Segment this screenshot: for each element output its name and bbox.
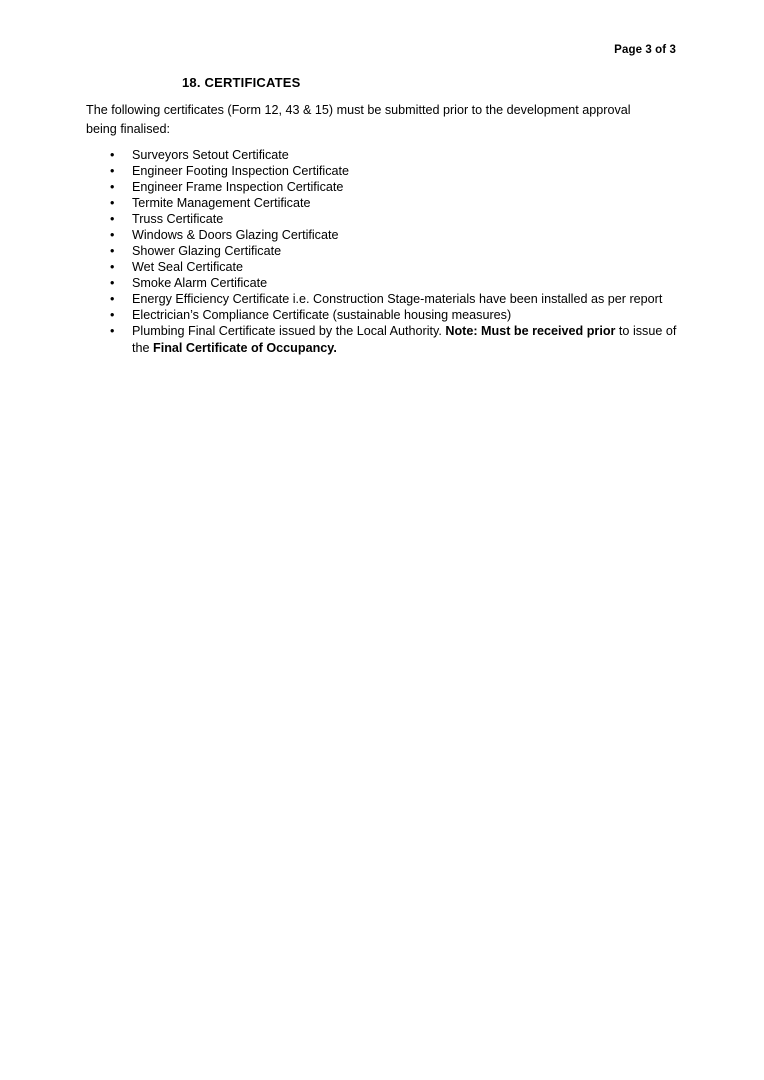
list-item — [86, 195, 696, 211]
list-item — [86, 179, 696, 195]
list-item-label — [132, 323, 696, 356]
list-item-label: Smoke Alarm Certificate — [132, 276, 268, 290]
plumbing-note-bold: Note: Must be received prior — [445, 324, 616, 338]
list-item — [86, 243, 696, 259]
plumbing-text-part1: Plumbing Final Certificate issued by the Local Authority. — [132, 324, 446, 338]
bullet-icon: • — [110, 180, 115, 194]
page-number-header: Page 3 of 3 — [614, 44, 676, 56]
list-item — [86, 211, 696, 227]
bullet-icon: • — [110, 164, 115, 178]
list-item-label: Energy Efficiency Certificate i.e. Construction Stage-materials have been installed as per report — [132, 292, 663, 306]
bullet-icon: • — [110, 228, 115, 242]
bullet-icon: • — [110, 196, 115, 210]
bullet-icon: • — [110, 148, 115, 162]
list-item-label: Engineer Frame Inspection Certificate — [132, 180, 344, 194]
list-item-plumbing-final — [86, 323, 696, 356]
list-item — [86, 275, 696, 291]
list-item-label: Windows & Doors Glazing Certificate — [132, 228, 339, 242]
bullet-icon: • — [110, 292, 115, 306]
list-item — [86, 307, 696, 323]
list-item-label: Shower Glazing Certificate — [132, 244, 282, 258]
section-heading: 18. CERTIFICATES — [182, 75, 301, 90]
bullet-icon: • — [110, 276, 115, 290]
final-certificate-bold: Final Certificate of Occupancy. — [153, 340, 337, 355]
bullet-icon: • — [110, 260, 115, 274]
list-item-label: Truss Certificate — [132, 212, 224, 226]
bullet-icon: • — [110, 308, 115, 322]
list-item — [86, 147, 696, 163]
list-item — [86, 291, 696, 307]
list-item — [86, 259, 696, 275]
plumbing-text-part2: to issue of the — [132, 324, 677, 355]
bullet-icon: • — [110, 212, 115, 226]
list-item — [86, 227, 696, 243]
bullet-icon: • — [110, 244, 115, 258]
list-item-label: Engineer Footing Inspection Certificate — [132, 164, 350, 178]
intro-paragraph: The following certificates (Form 12, 43 & 15) must be submitted prior to the development approval being finalised: — [86, 103, 631, 136]
list-item-label: Electrician’s Compliance Certificate (sustainable housing measures) — [132, 308, 512, 322]
list-item-label: Termite Management Certificate — [132, 196, 311, 210]
list-item-label: Surveyors Setout Certificate — [132, 148, 289, 162]
list-item-label: Wet Seal Certificate — [132, 260, 244, 274]
certificates-list — [86, 147, 696, 356]
list-item — [86, 163, 696, 179]
bullet-icon: • — [110, 324, 115, 338]
